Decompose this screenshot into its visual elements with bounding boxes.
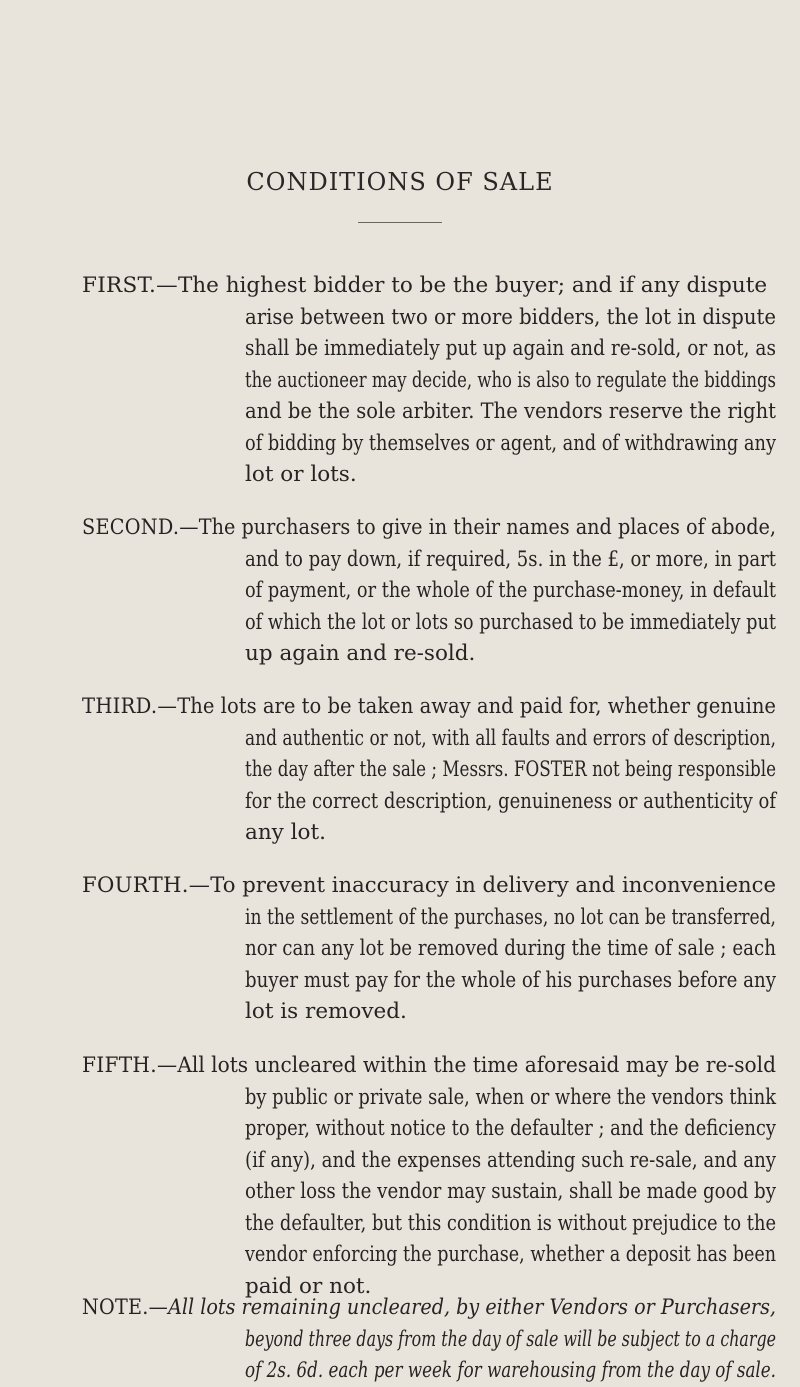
- clause-text: To prevent inaccuracy in delivery and inconvenience: [210, 873, 776, 898]
- clause-text: All lots uncleared within the time aforesaid may be re-sold: [177, 1053, 776, 1078]
- clause-line: vendor enforcing the purchase, whether a deposit has been: [245, 1242, 776, 1267]
- clause-line: [82, 691, 776, 723]
- clause-text: The lots are to be taken away and paid for, whether genuine: [177, 694, 776, 719]
- note: [82, 1292, 776, 1387]
- clause-line: [82, 1050, 776, 1082]
- clause-line: shall be immediately put up again and re-sold, or not, as: [245, 336, 776, 361]
- clause-lead: FOURTH.—: [82, 873, 211, 898]
- clause-line: of which the lot or lots so purchased to be immediately put: [245, 609, 776, 635]
- note-line: [82, 1292, 776, 1324]
- clause-line: lot or lots.: [245, 462, 357, 487]
- clause-line: and to pay down, if required, 5s. in the £, or more, in part: [245, 546, 776, 572]
- clause-second: [82, 512, 776, 670]
- clause-lead: SECOND.—: [82, 515, 199, 540]
- clause-line: nor can any lot be removed during the time of sale ; each: [245, 936, 776, 961]
- clause-line: buyer must pay for the whole of his purchases before any: [245, 967, 776, 993]
- note-lead: NOTE.—: [82, 1295, 169, 1320]
- clause-line: in the settlement of the purchases, no lot can be transferred,: [245, 904, 776, 930]
- clause-line: up again and re-sold.: [245, 641, 476, 666]
- clause-third: [82, 691, 776, 849]
- clause-line: proper, without notice to the defaulter ; and the deficiency: [245, 1116, 776, 1141]
- clause-text: The highest bidder to be the buyer; and if any dispute: [177, 273, 768, 298]
- clause-line: for the correct description, genuineness or authenticity of: [245, 788, 776, 814]
- clause-line: and be the sole arbiter. The vendors reserve the right: [245, 399, 776, 424]
- clause-line: lot is removed.: [245, 999, 407, 1024]
- clause-line: and authentic or not, with all faults and errors of description,: [245, 725, 776, 751]
- page-title: CONDITIONS OF SALE: [246, 168, 554, 196]
- clause-fourth: [82, 870, 776, 1028]
- clause-first: [82, 270, 776, 491]
- clause-line: of bidding by themselves or agent, and of withdrawing any: [245, 430, 776, 456]
- note-line: beyond three days from the day of sale will be subject to a charge: [245, 1326, 776, 1352]
- clause-lead: FIRST.—: [82, 273, 178, 298]
- clause-line: the auctioneer may decide, who is also to regulate the biddings: [245, 367, 776, 393]
- clause-line: the day after the sale ; Messrs. FOSTER not being responsible: [245, 757, 776, 782]
- clause-line: paid or not.: [245, 1273, 372, 1299]
- clause-line: [82, 270, 776, 302]
- clause-line: (if any), and the expenses attending such re-sale, and any: [245, 1147, 776, 1173]
- clause-line: arise between two or more bidders, the lot in dispute: [245, 304, 776, 330]
- title-divider: [358, 222, 442, 223]
- clause-line: other loss the vendor may sustain, shall be made good by: [245, 1179, 776, 1204]
- clause-line: by public or private sale, when or where the vendors think: [245, 1084, 776, 1110]
- clause-line: the defaulter, but this condition is without prejudice to the: [245, 1210, 776, 1236]
- note-text: All lots remaining uncleared, by either Vendors or Purchasers,: [168, 1295, 777, 1320]
- clause-line: [82, 870, 776, 902]
- note-line: of 2s. 6d. each per week for warehousing from the day of sale.: [245, 1358, 776, 1383]
- clause-line: of payment, or the whole of the purchase-money, in default: [245, 578, 776, 603]
- clause-fifth: [82, 1050, 776, 1302]
- clause-lead: THIRD.—: [82, 694, 178, 719]
- clause-line: any lot.: [245, 820, 326, 845]
- clause-lead: FIFTH.—: [82, 1053, 178, 1078]
- clause-text: The purchasers to give in their names and places of abode,: [198, 515, 776, 540]
- clause-line: [82, 512, 776, 544]
